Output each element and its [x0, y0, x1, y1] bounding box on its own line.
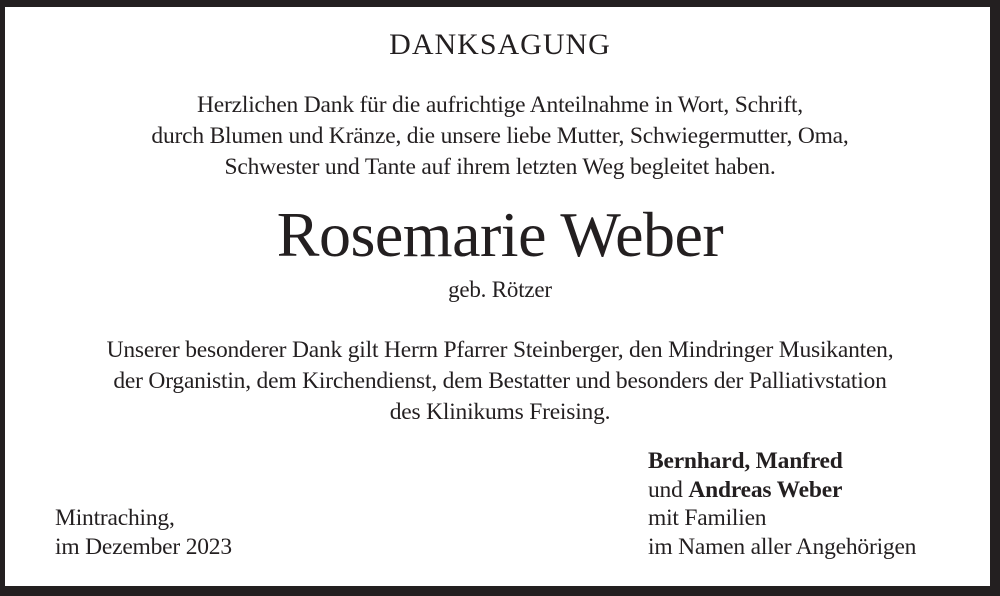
thanks-line-3: des Klinikums Freising.: [389, 399, 611, 425]
frame-bottom-bar: [0, 586, 1000, 596]
intro-line-3: Schwester und Tante auf ihrem letzten Weg begleitet haben.: [224, 154, 776, 180]
intro-paragraph: [0, 90, 1000, 183]
signature-line-2-name: Andreas Weber: [688, 476, 843, 503]
signature-line-4: im Namen aller Angehörigen: [648, 533, 917, 560]
signature-line-2-prefix: und: [648, 476, 689, 503]
notice-title: DANKSAGUNG: [389, 28, 611, 61]
date-line: im Dezember 2023: [55, 533, 232, 560]
thanks-paragraph: [0, 335, 1000, 428]
intro-line-1: Herzlichen Dank für die aufrichtige Anteilnahme in Wort, Schrift,: [197, 92, 803, 118]
signature-line-3: mit Familien: [648, 505, 767, 531]
signature-block: [648, 447, 916, 561]
signature-line-1: Bernhard, Manfred: [648, 448, 843, 474]
frame-top-bar: [0, 0, 1000, 7]
intro-line-2: durch Blumen und Kränze, die unsere liebe Mutter, Schwiegermutter, Oma,: [151, 123, 849, 149]
maiden-name: geb. Rötzer: [448, 277, 552, 302]
deceased-name: Rosemarie Weber: [276, 199, 724, 270]
signature-line-2: [648, 476, 916, 505]
thanks-line-2: der Organistin, dem Kirchendienst, dem Bestatter und besonders der Palliativstation: [113, 368, 887, 394]
thanks-line-1: Unserer besonderer Dank gilt Herrn Pfarrer Steinberger, den Mindringer Musikanten,: [106, 337, 894, 363]
place-date-block: [55, 504, 232, 561]
place-line: Mintraching,: [55, 505, 175, 531]
